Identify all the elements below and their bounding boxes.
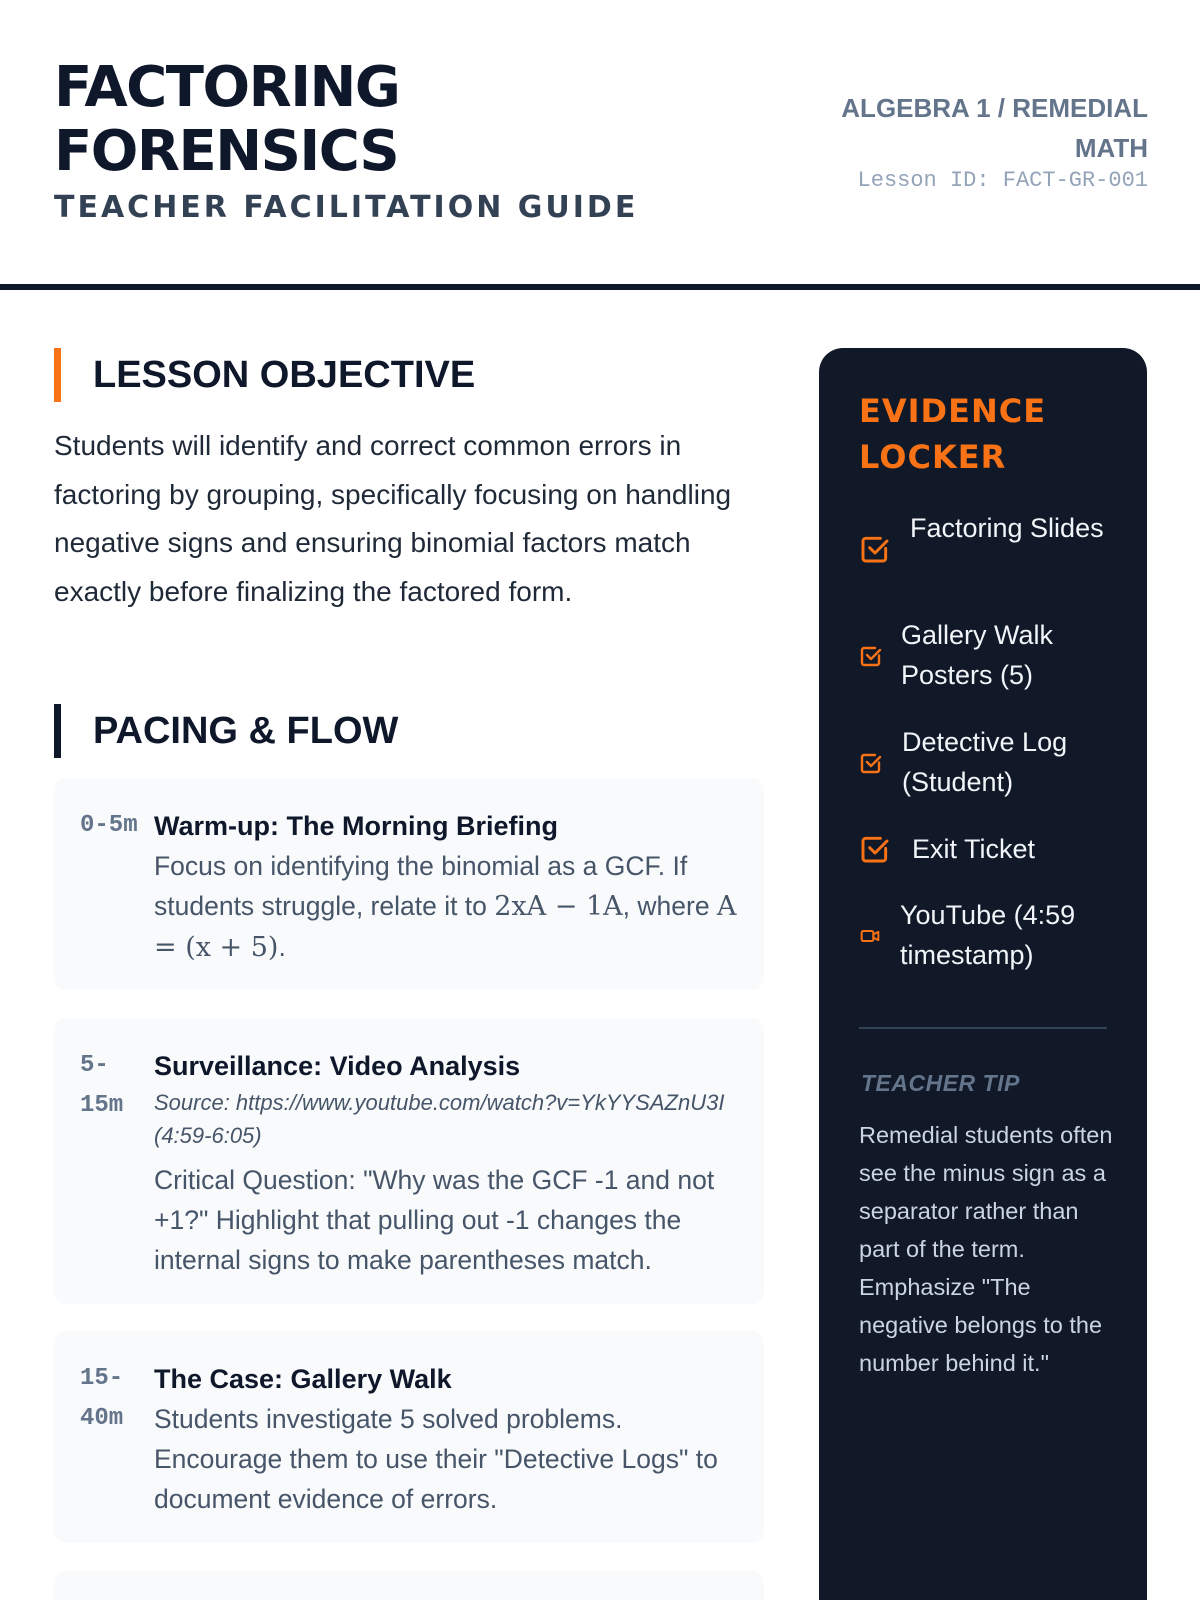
pacing-item xyxy=(54,778,764,990)
objective-text: Students will identify and correct common errors in factoring by grouping, specifically focusing on handling negative signs and ensuring binomial factors match exactly before finalizing the factored form. xyxy=(54,430,732,607)
text-segment: , where xyxy=(622,891,717,921)
math-expression: 2xA − 1A xyxy=(494,891,623,922)
pacing-title: Warm-up: The Morning Briefing xyxy=(154,811,558,841)
pacing-text: Students investigate 5 solved problems. Encourage them to use their "Detective Logs" to document evidence of errors. xyxy=(154,1404,718,1514)
pacing-text xyxy=(154,846,744,968)
pacing-time: 15-40m xyxy=(80,1365,124,1432)
video-icon xyxy=(859,926,881,946)
pacing-body xyxy=(154,806,744,968)
evidence-locker-panel xyxy=(819,348,1147,1600)
locker-item-label: Detective Log (Student) xyxy=(902,727,1068,797)
locker-item[interactable] xyxy=(859,829,1129,869)
pacing-item xyxy=(54,1331,764,1543)
locker-item-label: Factoring Slides xyxy=(910,513,1104,543)
checkbox-icon xyxy=(859,751,883,775)
checkbox-icon xyxy=(859,644,883,668)
page-subtitle: TEACHER FACILITATION GUIDE xyxy=(54,190,639,225)
text-segment: Focus on identifying the binomial as a GCF. If students struggle, relate it to xyxy=(154,851,688,921)
math-expression: A = (x + 5) xyxy=(154,891,737,963)
locker-item[interactable] xyxy=(859,722,1129,802)
checkbox-icon xyxy=(859,533,891,565)
pacing-item xyxy=(54,1571,764,1600)
course-label: ALGEBRA 1 / REMEDIAL MATH xyxy=(841,93,1148,163)
pacing-time: 5-15m xyxy=(80,1052,124,1119)
pacing-title: Surveillance: Video Analysis xyxy=(154,1051,521,1081)
pacing-time: 0-5m xyxy=(80,812,138,839)
teacher-tip-text: Remedial students often see the minus sign as a separator rather than part of the term. Emphasize "The negative belongs to the number behind it." xyxy=(859,1122,1113,1376)
locker-item-label: YouTube (4:59 timestamp) xyxy=(900,900,1076,970)
locker-item-label: Exit Ticket xyxy=(912,834,1036,864)
evidence-locker-title: EVIDENCE LOCKER xyxy=(859,392,1047,476)
pacing-title: The Case: Gallery Walk xyxy=(154,1364,452,1394)
locker-item[interactable] xyxy=(859,615,1129,695)
pacing-body xyxy=(154,1046,744,1280)
pacing-heading: PACING & FLOW xyxy=(54,704,398,758)
lesson-id: Lesson ID: FACT-GR-001 xyxy=(857,168,1148,193)
page-title: FACTORING FORENSICS xyxy=(54,55,400,184)
text-segment: . xyxy=(278,932,286,962)
teacher-tip-heading: TEACHER TIP xyxy=(861,1070,1020,1096)
locker-item[interactable] xyxy=(859,508,1129,588)
pacing-item xyxy=(54,1018,764,1304)
pacing-body xyxy=(154,1359,744,1519)
divider xyxy=(859,1027,1107,1029)
pacing-text: Critical Question: "Why was the GCF -1 and not +1?" Highlight that pulling out -1 changes the internal signs to make parentheses match. xyxy=(154,1165,715,1275)
video-source-link[interactable]: Source: https://www.youtube.com/watch?v=YkYYSAZnU3I (4:59-6:05) xyxy=(154,1090,725,1148)
objective-heading: LESSON OBJECTIVE xyxy=(54,348,475,402)
page-header xyxy=(0,0,1200,290)
locker-item-label: Gallery Walk Posters (5) xyxy=(901,620,1054,690)
locker-item[interactable] xyxy=(859,895,1129,975)
checkbox-icon xyxy=(859,833,891,865)
